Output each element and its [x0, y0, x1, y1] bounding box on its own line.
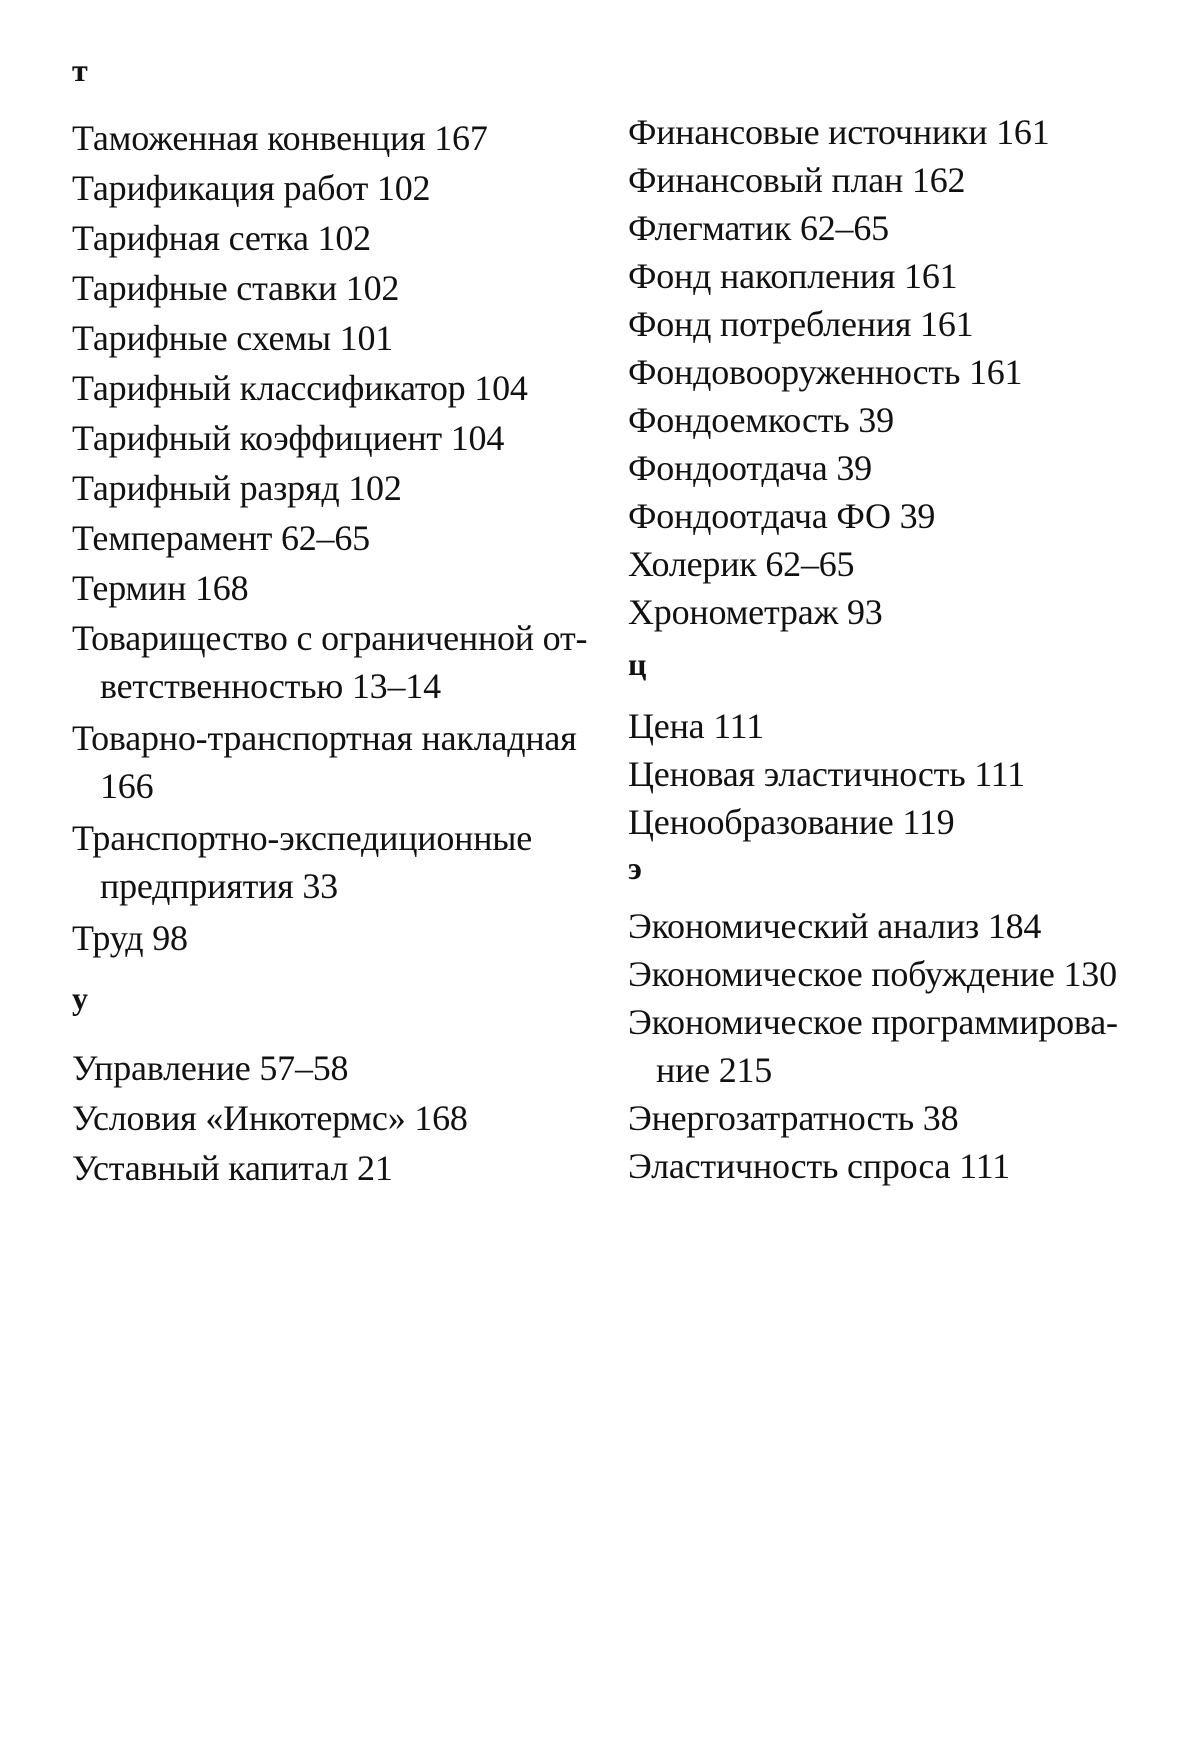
index-entry: Управление 57–58 — [72, 1048, 349, 1088]
index-entry: Хронометраж 93 — [628, 592, 883, 632]
index-entry: Условия «Инкотермс» 168 — [72, 1098, 468, 1138]
index-entry: Тарифный коэффициент 104 — [72, 418, 505, 458]
index-entry: Уставный капитал 21 — [72, 1148, 393, 1188]
index-entry: Фондоемкость 39 — [628, 400, 894, 440]
section-letter-e: э — [628, 850, 642, 886]
index-entry: Финансовые источники 161 — [628, 112, 1050, 152]
index-entry: Холерик 62–65 — [628, 544, 855, 584]
index-entry: Ценообразование 119 — [628, 802, 955, 842]
index-entry: Экономический анализ 184 — [628, 906, 1042, 946]
index-entry: Фондовооруженность 161 — [628, 352, 1023, 392]
index-entry: Экономическое программирова- ние 215 — [628, 998, 1118, 1094]
index-entry: Товарищество с ограниченной от- ветственностью 13–14 — [72, 614, 587, 710]
index-entry: Темперамент 62–65 — [72, 518, 370, 558]
index-entry: Термин 168 — [72, 568, 249, 608]
index-entry: Фонд потребления 161 — [628, 304, 974, 344]
index-entry: Цена 111 — [628, 706, 764, 746]
section-letter-ts: ц — [628, 646, 647, 682]
index-entry: Финансовый план 162 — [628, 160, 966, 200]
index-entry-continuation: ветственностью 13–14 — [100, 666, 441, 706]
index-entry: Тарифный разряд 102 — [72, 468, 402, 508]
index-entry: Экономическое побуждение 130 — [628, 954, 1117, 994]
index-entry-continuation: предприятия 33 — [100, 866, 338, 906]
index-entry: Товарно-транспортная накладная 166 — [72, 714, 577, 810]
index-entry: Энергозатратность 38 — [628, 1098, 959, 1138]
index-entry: Транспортно-экспедиционные предприятия 33 — [72, 814, 532, 910]
index-entry: Фондоотдача ФО 39 — [628, 496, 936, 536]
index-entry: Труд 98 — [72, 918, 188, 958]
index-entry: Тарифный классификатор 104 — [72, 368, 528, 408]
index-entry: Ценовая эластичность 111 — [628, 754, 1025, 794]
index-entry: Эластичность спроса 111 — [628, 1146, 1010, 1186]
section-letter-u: у — [72, 980, 88, 1016]
index-entry: Фонд накопления 161 — [628, 256, 958, 296]
section-letter-t: т — [72, 52, 88, 88]
index-entry: Флегматик 62–65 — [628, 208, 889, 248]
index-entry: Тарифные ставки 102 — [72, 268, 400, 308]
index-entry: Тарифные схемы 101 — [72, 318, 394, 358]
index-entry-continuation: ние 215 — [656, 1050, 773, 1090]
index-entry: Фондоотдача 39 — [628, 448, 872, 488]
index-entry: Тарификация работ 102 — [72, 168, 431, 208]
index-entry: Тарифная сетка 102 — [72, 218, 371, 258]
index-entry-continuation: 166 — [100, 766, 154, 806]
index-entry: Таможенная конвенция 167 — [72, 118, 488, 158]
